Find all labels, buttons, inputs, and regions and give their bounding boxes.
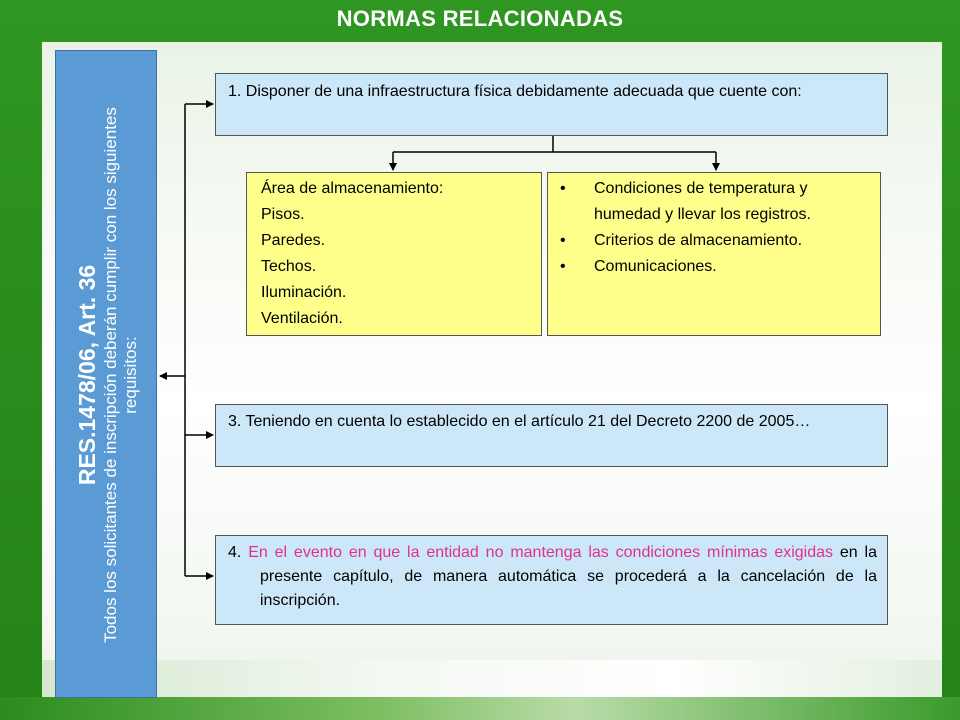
bullet-icon: • — [560, 232, 566, 249]
bullet-icon: • — [560, 258, 566, 275]
requirement-box-4 — [215, 535, 888, 625]
conditions-list-item — [560, 228, 872, 254]
requirement-4-text — [228, 541, 877, 613]
storage-item: Ventilación. — [261, 310, 343, 327]
requirement-1-text: 1. Disponer de una infraestructura física debidamente adecuada que cuente con: — [228, 83, 802, 100]
conditions-list-item — [560, 176, 872, 228]
sidebar-title: RES.1478/06, Art. 36 — [74, 264, 100, 486]
conditions-list-item — [560, 254, 872, 280]
bullet-icon: • — [560, 180, 566, 197]
storage-areas-box — [246, 172, 542, 336]
requirement-box-3 — [215, 404, 888, 467]
sidebar-subtitle: Todos los solicitantes de inscripción deberán cumplir con los siguientes requisitos: — [101, 107, 140, 643]
conditions-box — [547, 172, 881, 336]
storage-item: Paredes. — [261, 232, 326, 249]
requirement-box-1 — [215, 73, 888, 136]
condition-text: Condiciones de temperatura y humedad y llevar los registros. — [594, 180, 811, 223]
requirement-4-highlight: En el evento en que la entidad no mantenga las condiciones mínimas exigidas — [248, 544, 834, 561]
storage-item: Pisos. — [261, 206, 305, 223]
storage-item: Área de almacenamiento: — [261, 180, 444, 197]
requirement-4-number: 4. — [228, 544, 242, 561]
condition-text: Criterios de almacenamiento. — [594, 232, 803, 249]
storage-item: Techos. — [261, 258, 317, 275]
requirement-4-rest: en la presente capítulo, de manera automática se procederá a la cancelación de la inscripción. — [260, 544, 877, 609]
condition-text: Comunicaciones. — [594, 258, 717, 275]
requirement-3-text: 3. Teniendo en cuenta lo establecido en el artículo 21 del Decreto 2200 de 2005… — [228, 413, 811, 430]
storage-item: Iluminación. — [261, 284, 347, 301]
slide-title: NORMAS RELACIONADAS — [336, 6, 624, 31]
